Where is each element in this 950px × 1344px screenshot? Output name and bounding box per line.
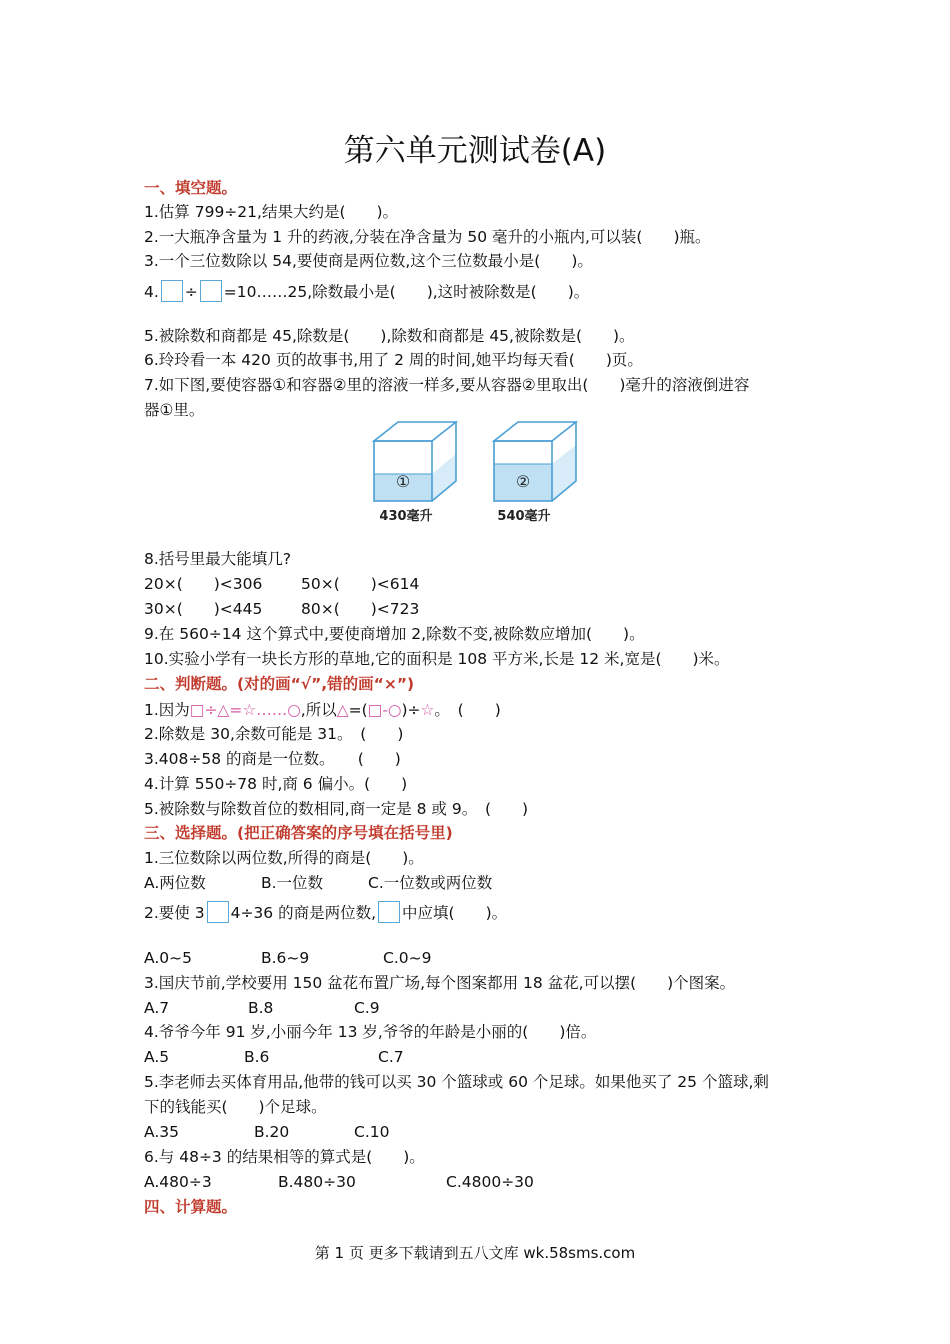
judge-q4: 4.计算 550÷78 时,商 6 偏小。( ) (144, 775, 408, 793)
choice-q5-option-b: B.20 (254, 1123, 290, 1141)
fill-q4 (144, 280, 589, 304)
choice-q1: 1.三位数除以两位数,所得的商是( )。 (144, 849, 424, 867)
fill-q8-r2a: 30×( )<445 (144, 600, 263, 618)
choice-q6: 6.与 48÷3 的结果相等的算式是( )。 (144, 1148, 425, 1166)
container-2-volume: 540毫升 (497, 509, 551, 524)
digit-box-ref (378, 901, 400, 923)
judge-q1-d: )÷ (401, 701, 421, 719)
digit-box (207, 901, 229, 923)
judge-q1-b: ,所以 (300, 701, 337, 719)
section-choice-heading: 三、选择题。(把正确答案的序号填在括号里) (144, 824, 453, 842)
choice-q5-line2: 下的钱能买( )个足球。 (144, 1098, 327, 1116)
fill-q8-row1 (144, 572, 419, 596)
judge-q5: 5.被除数与除数首位的数相同,商一定是 8 或 9。 ( ) (144, 800, 529, 818)
choice-q6-option-c: C.4800÷30 (446, 1173, 534, 1191)
box-minus-circle: □-○ (367, 701, 402, 719)
judge-q2: 2.除数是 30,余数可能是 31。 ( ) (144, 725, 404, 743)
judge-q1-symbols: □÷△=☆……○ (189, 701, 301, 719)
choice-q3-options (144, 996, 380, 1020)
fill-q8-r2b: 80×( )<723 (301, 600, 420, 618)
judge-q1-e: 。 ( ) (434, 701, 501, 719)
choice-q5-option-c: C.10 (354, 1123, 390, 1141)
choice-q3-option-b: B.8 (248, 999, 274, 1017)
container-2-label: ② (515, 472, 531, 491)
dividend-box (161, 280, 183, 302)
choice-q4-option-a: A.5 (144, 1048, 170, 1066)
page-title: 第六单元测试卷(A) (343, 133, 607, 169)
judge-q3: 3.408÷58 的商是一位数。 ( ) (144, 750, 401, 768)
divisor-box (200, 280, 222, 302)
judge-q1 (144, 698, 501, 722)
choice-q6-options (144, 1170, 534, 1194)
fill-q7-line1: 7.如下图,要使容器①和容器②里的溶液一样多,要从容器②里取出( )毫升的溶液倒进容 (144, 376, 750, 394)
choice-q5-options (144, 1120, 389, 1144)
page-footer: 第 1 页 更多下载请到五八文库 wk.58sms.com (314, 1244, 636, 1262)
star-symbol: ☆ (420, 701, 435, 719)
fill-q8-r1b: 50×( )<614 (301, 575, 420, 593)
choice-q2-option-c: C.0~9 (383, 949, 432, 967)
fill-q8: 8.括号里最大能填几? (144, 550, 292, 568)
choice-q2 (144, 901, 507, 925)
choice-q2-option-b: B.6~9 (261, 949, 310, 967)
choice-q3-option-c: C.9 (354, 999, 380, 1017)
choice-q2-a: 2.要使 3 (144, 904, 205, 922)
choice-q2-options (144, 946, 431, 970)
divide-sign: ÷ (184, 283, 198, 301)
choice-q2-c: 中应填( )。 (402, 904, 508, 922)
choice-q2-option-a: A.0~5 (144, 949, 192, 967)
fill-q5: 5.被除数和商都是 45,除数是( ),除数和商都是 45,被除数是( )。 (144, 327, 635, 345)
choice-q6-option-a: A.480÷3 (144, 1173, 212, 1191)
containers-svg (360, 418, 600, 533)
container-1 (374, 422, 456, 524)
fill-q8-row2 (144, 597, 419, 621)
choice-q1-option-a: A.两位数 (144, 874, 206, 892)
fill-q2: 2.一大瓶净含量为 1 升的药液,分装在净含量为 50 毫升的小瓶内,可以装( )瓶。 (144, 228, 711, 246)
fill-q9: 9.在 560÷14 这个算式中,要使商增加 2,除数不变,被除数应增加( )。 (144, 625, 645, 643)
container-2 (494, 422, 576, 524)
fill-q1: 1.估算 799÷21,结果大约是( )。 (144, 203, 399, 221)
container-1-label: ① (395, 472, 411, 491)
choice-q4-option-c: C.7 (378, 1048, 404, 1066)
fill-q4-rest: =10……25,除数最小是( ),这时被除数是( )。 (223, 283, 590, 301)
choice-q3-option-a: A.7 (144, 999, 170, 1017)
section-judge-heading: 二、判断题。(对的画“√”,错的画“×”) (144, 675, 415, 693)
choice-q6-option-b: B.480÷30 (278, 1173, 356, 1191)
containers-figure (360, 418, 600, 533)
choice-q4-options (144, 1045, 404, 1069)
choice-q3: 3.国庆节前,学校要用 150 盆花布置广场,每个图案都用 18 盆花,可以摆( )个图案。 (144, 974, 736, 992)
choice-q5-option-a: A.35 (144, 1123, 179, 1141)
choice-q1-options (144, 871, 492, 895)
choice-q2-b: 4÷36 的商是两位数, (230, 904, 377, 922)
fill-q10: 10.实验小学有一块长方形的草地,它的面积是 108 平方米,长是 12 米,宽是( )米。 (144, 650, 730, 668)
fill-q3: 3.一个三位数除以 54,要使商是两位数,这个三位数最小是( )。 (144, 252, 593, 270)
choice-q4: 4.爷爷今年 91 岁,小丽今年 13 岁,爷爷的年龄是小丽的( )倍。 (144, 1023, 597, 1041)
triangle-symbol: △ (336, 701, 349, 719)
section-fill-blank-heading: 一、填空题。 (144, 179, 238, 197)
fill-q4-number: 4. (144, 283, 159, 301)
fill-q7-line2: 器①里。 (144, 401, 205, 419)
judge-q1-c: =( (348, 701, 368, 719)
fill-q8-r1a: 20×( )<306 (144, 575, 263, 593)
fill-q6: 6.玲玲看一本 420 页的故事书,用了 2 周的时间,她平均每天看( )页。 (144, 351, 643, 369)
choice-q4-option-b: B.6 (244, 1048, 270, 1066)
judge-q1-a: 1.因为 (144, 701, 190, 719)
choice-q5-line1: 5.李老师去买体育用品,他带的钱可以买 30 个篮球或 60 个足球。如果他买了 25 个篮球,剩 (144, 1073, 769, 1091)
choice-q1-option-b: B.一位数 (261, 874, 324, 892)
container-1-volume: 430毫升 (379, 509, 433, 524)
choice-q1-option-c: C.一位数或两位数 (368, 874, 493, 892)
section-calc-heading: 四、计算题。 (144, 1198, 238, 1216)
